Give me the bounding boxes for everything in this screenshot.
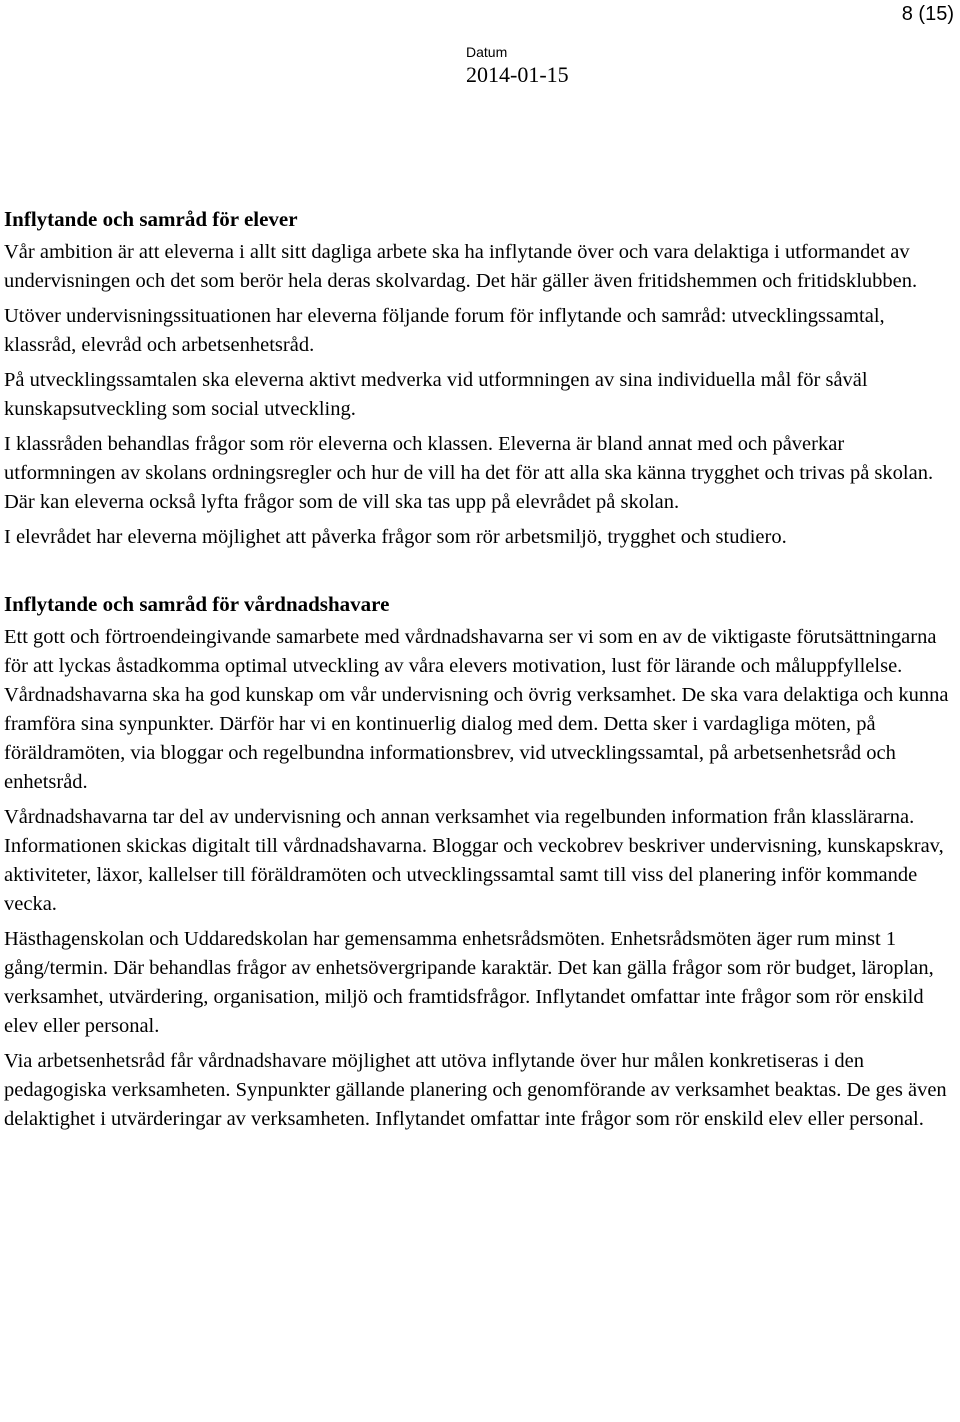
- paragraph: Vårdnadshavarna tar del av undervisning och annan verksamhet via regelbunden information från klasslärarna. Informationen skickas digitalt till vårdnadshavarna. Bloggar och veckobrev beskriver undervisning, kunskapskrav, aktiviteter, läxor, kallelser till föräldramöten och utvecklingssamtal samt till viss del planering inför kommande vecka.: [4, 806, 944, 915]
- section-heading: Inflytande och samråd för elever: [4, 207, 298, 231]
- paragraph: Ett gott och förtroendeingivande samarbete med vårdnadshavarna ser vi som en av de viktigaste förutsättningarna för att lyckas åstadkomma optimal utveckling av våra elevers motivation, lust för lärande och måluppfyllelse. Vårdnadshavarna ska ha god kunskap om vår undervisning och övrig verksamhet. De ska vara delaktiga och kunna framföra sina synpunkter. Därför har vi en kontinuerlig dialog med dem. Detta sker i vardagliga möten, på föräldramöten, via bloggar och regelbundna informationsbrev, vid utvecklingssamtal, på arbetsenhetsråd och enhetsråd.: [4, 626, 949, 793]
- date-label: Datum: [466, 44, 508, 60]
- section-guardian-influence: [4, 590, 954, 1134]
- paragraph: Utöver undervisningssituationen har eleverna följande forum för inflytande och samråd: utvecklingssamtal, klassråd, elevråd och arbetsenhetsråd.: [4, 305, 885, 356]
- date-value: 2014-01-15: [466, 62, 569, 87]
- section-heading: Inflytande och samråd för vårdnadshavare: [4, 592, 390, 616]
- paragraph: Hästhagenskolan och Uddaredskolan har gemensamma enhetsrådsmöten. Enhetsrådsmöten äger rum minst 1 gång/termin. Där behandlas frågor av enhetsövergripande karaktär. Det kan gälla frågor som rör budget, läroplan, verksamhet, utvärdering, organisation, miljö och framtidsfrågor. Inflytandet omfattar inte frågor som rör enskild elev eller personal.: [4, 928, 934, 1037]
- document-body: [4, 205, 954, 1140]
- paragraph: På utvecklingssamtalen ska eleverna aktivt medverka vid utformningen av sina individuella mål för såväl kunskapsutveckling som social utveckling.: [4, 369, 868, 420]
- paragraph: I klassråden behandlas frågor som rör eleverna och klassen. Eleverna är bland annat med och påverkar utformningen av skolans ordningsregler och hur de vill ha det för att alla ska känna trygghet och trivas på skolan. Där kan eleverna också lyfta frågor som de vill ska tas upp på elevrådet på skolan.: [4, 433, 934, 513]
- paragraph: I elevrådet har eleverna möjlighet att påverka frågor som rör arbetsmiljö, trygghet och studiero.: [4, 526, 787, 548]
- section-spacer: [4, 558, 954, 590]
- paragraph: Vår ambition är att eleverna i allt sitt dagliga arbete ska ha inflytande över och vara delaktiga i utformandet av undervisningen och det som berör hela deras skolvardag. Det här gäller även fritidshemmen och fritidsklubben.: [4, 241, 918, 292]
- section-student-influence: [4, 205, 954, 552]
- paragraph: Via arbetsenhetsråd får vårdnadshavare möjlighet att utöva inflytande över hur målen konkretiseras i den pedagogiska verksamheten. Synpunkter gällande planering och genomförande av verksamhet beaktas. De ges även delaktighet i utvärderingar av verksamheten. Inflytandet omfattar inte frågor som rör enskild elev eller personal.: [4, 1050, 947, 1130]
- page-number: 8 (15): [901, 3, 954, 25]
